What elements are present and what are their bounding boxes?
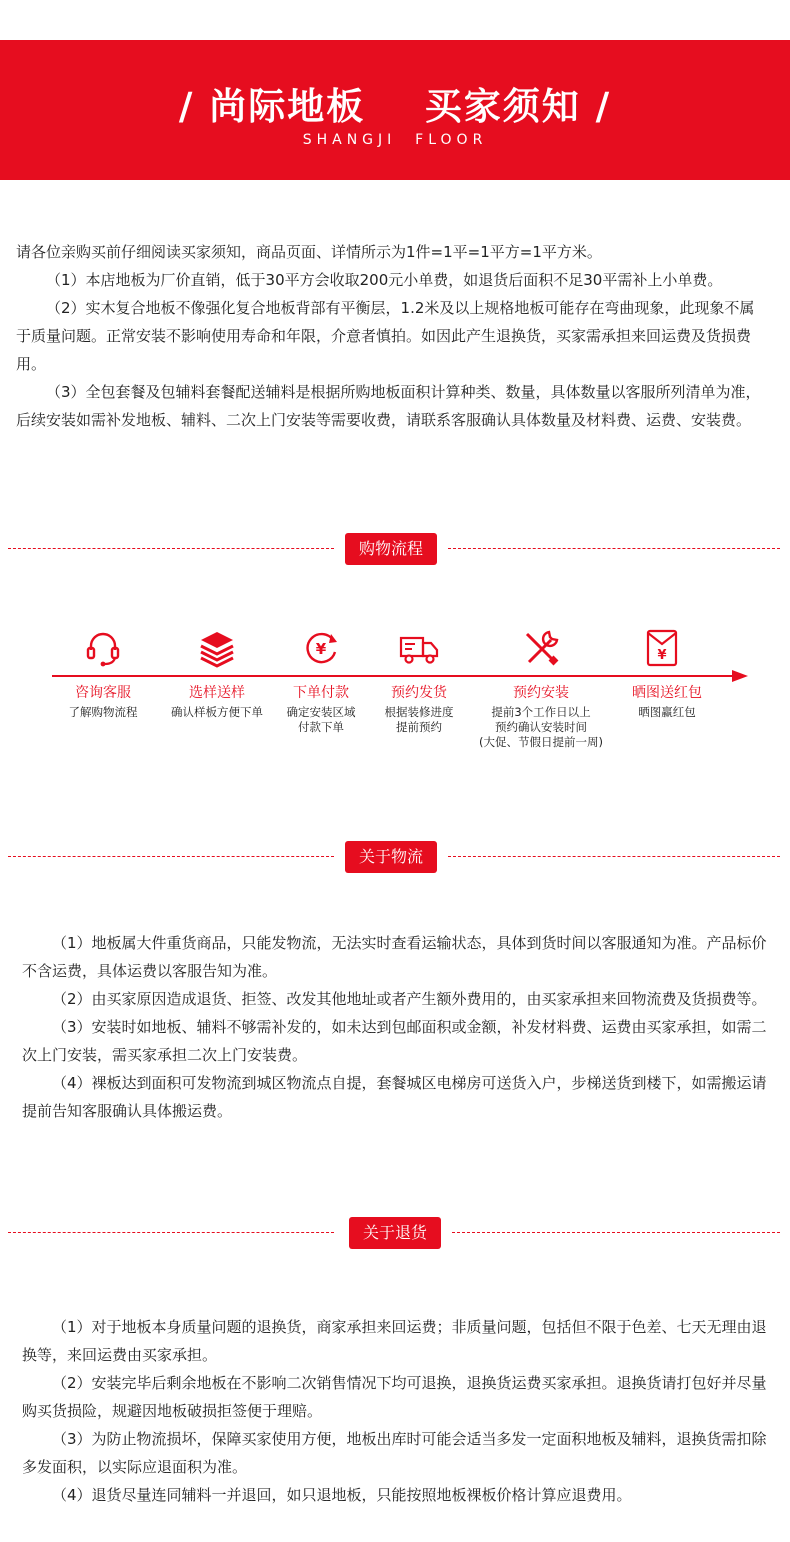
yen-refresh-icon [301, 628, 341, 668]
returns-paragraph: （4）退货尽量连同辅料一并退回，如只退地板，只能按照地板裸板价格计算应退费用。 [52, 1486, 632, 1504]
page-subtitle: SHANGJI FLOOR [302, 132, 488, 148]
step-label: 晒图送红包 [632, 685, 702, 701]
step-label: 预约发货 [391, 685, 447, 701]
intro-notice [16, 238, 768, 434]
divider-line [8, 856, 334, 857]
intro-paragraph: （1）本店地板为厂价直销，低于30平方会收取200元小单费，如退货后面积不足30平需补上小单费。 [46, 271, 723, 289]
step-description-line: 根据装修进度 [384, 705, 454, 719]
logistics-notice [22, 929, 768, 1125]
headset-icon [83, 628, 123, 668]
step-description-line: 预约确认安装时间 [495, 720, 587, 734]
delivery-truck-icon [399, 628, 439, 668]
step-description-line: (大促、节假日提前一周) [479, 735, 603, 749]
step-label: 下单付款 [293, 685, 349, 701]
divider-line [8, 548, 334, 549]
svg-text:¥: ¥ [657, 648, 667, 663]
section-header-returns [0, 1217, 790, 1249]
section-title: 购物流程 [345, 533, 437, 565]
divider-line [452, 1232, 780, 1233]
header-banner [0, 40, 790, 180]
flow-arrow-line [52, 675, 737, 677]
step-description-line: 晒图赢红包 [638, 705, 696, 719]
step-description-line: 付款下单 [298, 720, 344, 734]
returns-paragraph: （3）为防止物流损坏，保障买家使用方便，地板出库时可能会适当多发一定面积地板及辅料，退换货需扣除多发面积，以实际应退面积为准。 [22, 1430, 767, 1476]
step-description-line: 确认样板方便下单 [171, 705, 263, 719]
step-label: 预约安装 [513, 685, 569, 701]
svg-text:¥: ¥ [315, 640, 327, 658]
divider-line [448, 548, 780, 549]
intro-paragraph: （3）全包套餐及包辅料套餐配送辅料是根据所购地板面积计算种类、数量，具体数量以客服所列清单为准，后续安装如需补发地板、辅料、二次上门安装等需要收费，请联系客服确认具体数量及材料费、运费、安装费。 [16, 383, 761, 429]
section-header-logistics [0, 841, 790, 873]
intro-paragraph: （2）实木复合地板不像强化复合地板背部有平衡层，1.2米及以上规格地板可能存在弯曲现象，此现象不属于质量问题。正常安装不影响使用寿命和年限，介意者慎拍。如因此产生退换货，买家需承担来回运费及货损费用。 [16, 299, 755, 373]
returns-notice [22, 1313, 768, 1509]
logistics-paragraph: （3）安装时如地板、辅料不够需补发的，如未达到包邮面积或金额，补发材料费、运费由买家承担，如需二次上门安装，需买家承担二次上门安装费。 [22, 1018, 767, 1064]
step-description-line: 确定安装区域 [286, 705, 356, 719]
stacked-layers-icon [197, 628, 237, 668]
logistics-paragraph: （1）地板属大件重货商品，只能发物流，无法实时查看运输状态，具体到货时间以客服通知为准。产品标价不含运费，具体运费以客服告知为准。 [22, 934, 767, 980]
flow-arrowhead [732, 670, 748, 682]
section-title: 关于退货 [349, 1217, 441, 1249]
section-title: 关于物流 [345, 841, 437, 873]
section-header-shopping [0, 533, 790, 565]
tools-icon [521, 628, 561, 668]
logistics-paragraph: （4）裸板达到面积可发物流到城区物流点自提，套餐城区电梯房可送货入户，步梯送货到楼下，如需搬运请提前告知客服确认具体搬运费。 [22, 1074, 767, 1120]
page-title: / 尚际地板 买家须知 / [178, 85, 612, 128]
divider-line [8, 1232, 334, 1233]
returns-paragraph: （1）对于地板本身质量问题的退换货，商家承担来回运费；非质量问题，包括但不限于色差、七天无理由退换等，来回运费由买家承担。 [22, 1318, 767, 1364]
shopping-flow [0, 620, 790, 760]
returns-paragraph: （2）安装完毕后剩余地板在不影响二次销售情况下均可退换，退换货运费买家承担。退换货请打包好并尽量购买货损险，规避因地板破损拒签便于理赔。 [22, 1374, 767, 1420]
logistics-paragraph: （2）由买家原因造成退货、拒签、改发其他地址或者产生额外费用的，由买家承担来回物流费及货损费等。 [52, 990, 767, 1008]
intro-paragraph: 请各位亲购买前仔细阅读买家须知，商品页面、详情所示为1件=1平=1平方=1平方米。 [16, 243, 602, 261]
step-description [592, 705, 742, 720]
step-label: 选样送样 [189, 685, 245, 701]
step-description-line: 提前3个工作日以上 [491, 705, 591, 719]
divider-line [448, 856, 780, 857]
step-label: 咨询客服 [75, 685, 131, 701]
step-description-line: 了解购物流程 [68, 705, 138, 719]
red-envelope-icon [642, 628, 682, 668]
step-description-line: 提前预约 [396, 720, 442, 734]
